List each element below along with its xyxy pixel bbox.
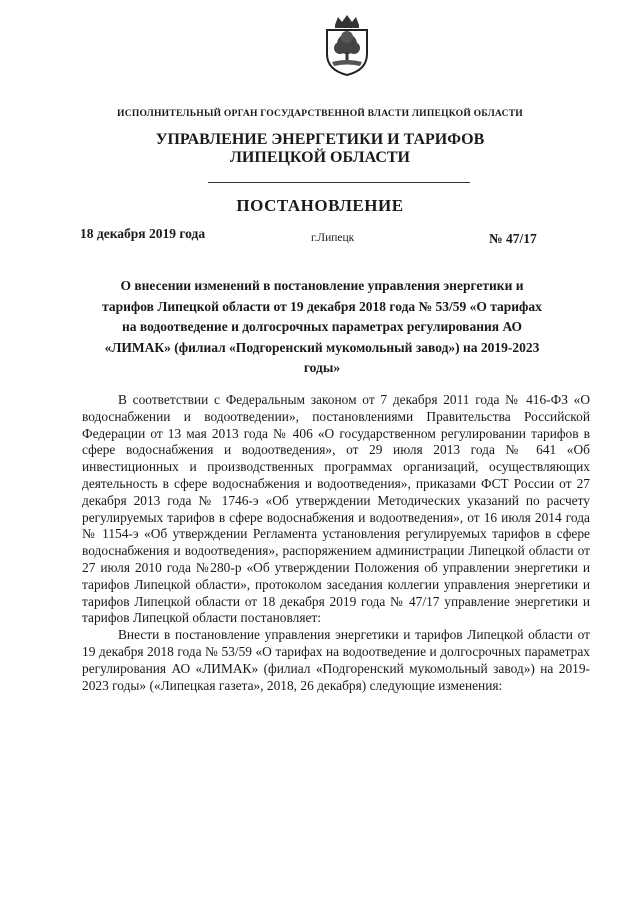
- document-body: [82, 392, 590, 694]
- coat-of-arms-emblem: [322, 14, 372, 76]
- document-title: О внесении изменений в постановление управления энергетики и тарифов Липецкой области от 19 декабря 2018 года № 53/59 «О тарифах на водоотведение и долгосрочных параметрах регулирования АО «ЛИМАК» (филиал «Подгоренский мукомольный завод») на 2019-2023 годы»: [102, 278, 542, 375]
- document-date: 18 декабря 2019 года: [80, 226, 206, 241]
- department-name-line2: ЛИПЕЦКОЙ ОБЛАСТИ: [230, 149, 410, 166]
- body-paragraph-1: В соответствии с Федеральным законом от 7 декабря 2011 года № 416-ФЗ «О водоснабжении и водоотведении», постановлениями Правительства Российской Федерации от 13 мая 2013 года № 406 «О государственном регулировании тарифов в сфере водоснабжения и водоотведения», от 29 июля 2013 года № 641 «Об инвестиционных и производственных программах организаций, осуществляющих деятельность в сфере водоснабжения и водоотведения», приказами ФСТ России от 27 декабря 2013 года № 1746-э «Об утверждении Методических указаний по расчету регулируемых тарифов в сфере водоснабжения и водоотведения», от 16 июля 2014 года № 1154-э «Об утверждении Регламента установления регулируемых тарифов в сфере водоснабжения и водоотведения», распоряжением администрации Липецкой области от 27 июля 2010 года №280-р «Об утверждении Положения об управлении энергетики и тарифов Липецкой области», протоколом заседания коллегии управления энергетики и тарифов Липецкой области от 18 декабря 2019 года № 47/17 управление энергетики и тарифов Липецкой области постановляет:: [82, 392, 590, 626]
- header-divider: [208, 182, 470, 183]
- document-type: ПОСТАНОВЛЕНИЕ: [236, 196, 404, 215]
- body-paragraph-2: Внести в постановление управления энергетики и тарифов Липецкой области от 19 декабря 2018 года № 53/59 «О тарифах на водоотведение и долгосрочных параметрах регулирования АО «ЛИМАК» (филиал «Подгоренский мукомольный завод») на 2019-2023 годы» («Липецкая газета», 2018, 26 декабря) следующие изменения:: [82, 627, 590, 693]
- organization-line: ИСПОЛНИТЕЛЬНЫЙ ОРГАН ГОСУДАРСТВЕННОЙ ВЛАСТИ ЛИПЕЦКОЙ ОБЛАСТИ: [117, 108, 523, 119]
- department-name-line1: УПРАВЛЕНИЕ ЭНЕРГЕТИКИ И ТАРИФОВ: [155, 131, 485, 148]
- document-city: г.Липецк: [311, 232, 355, 244]
- document-number: № 47/17: [489, 231, 537, 246]
- department-name: [0, 131, 640, 167]
